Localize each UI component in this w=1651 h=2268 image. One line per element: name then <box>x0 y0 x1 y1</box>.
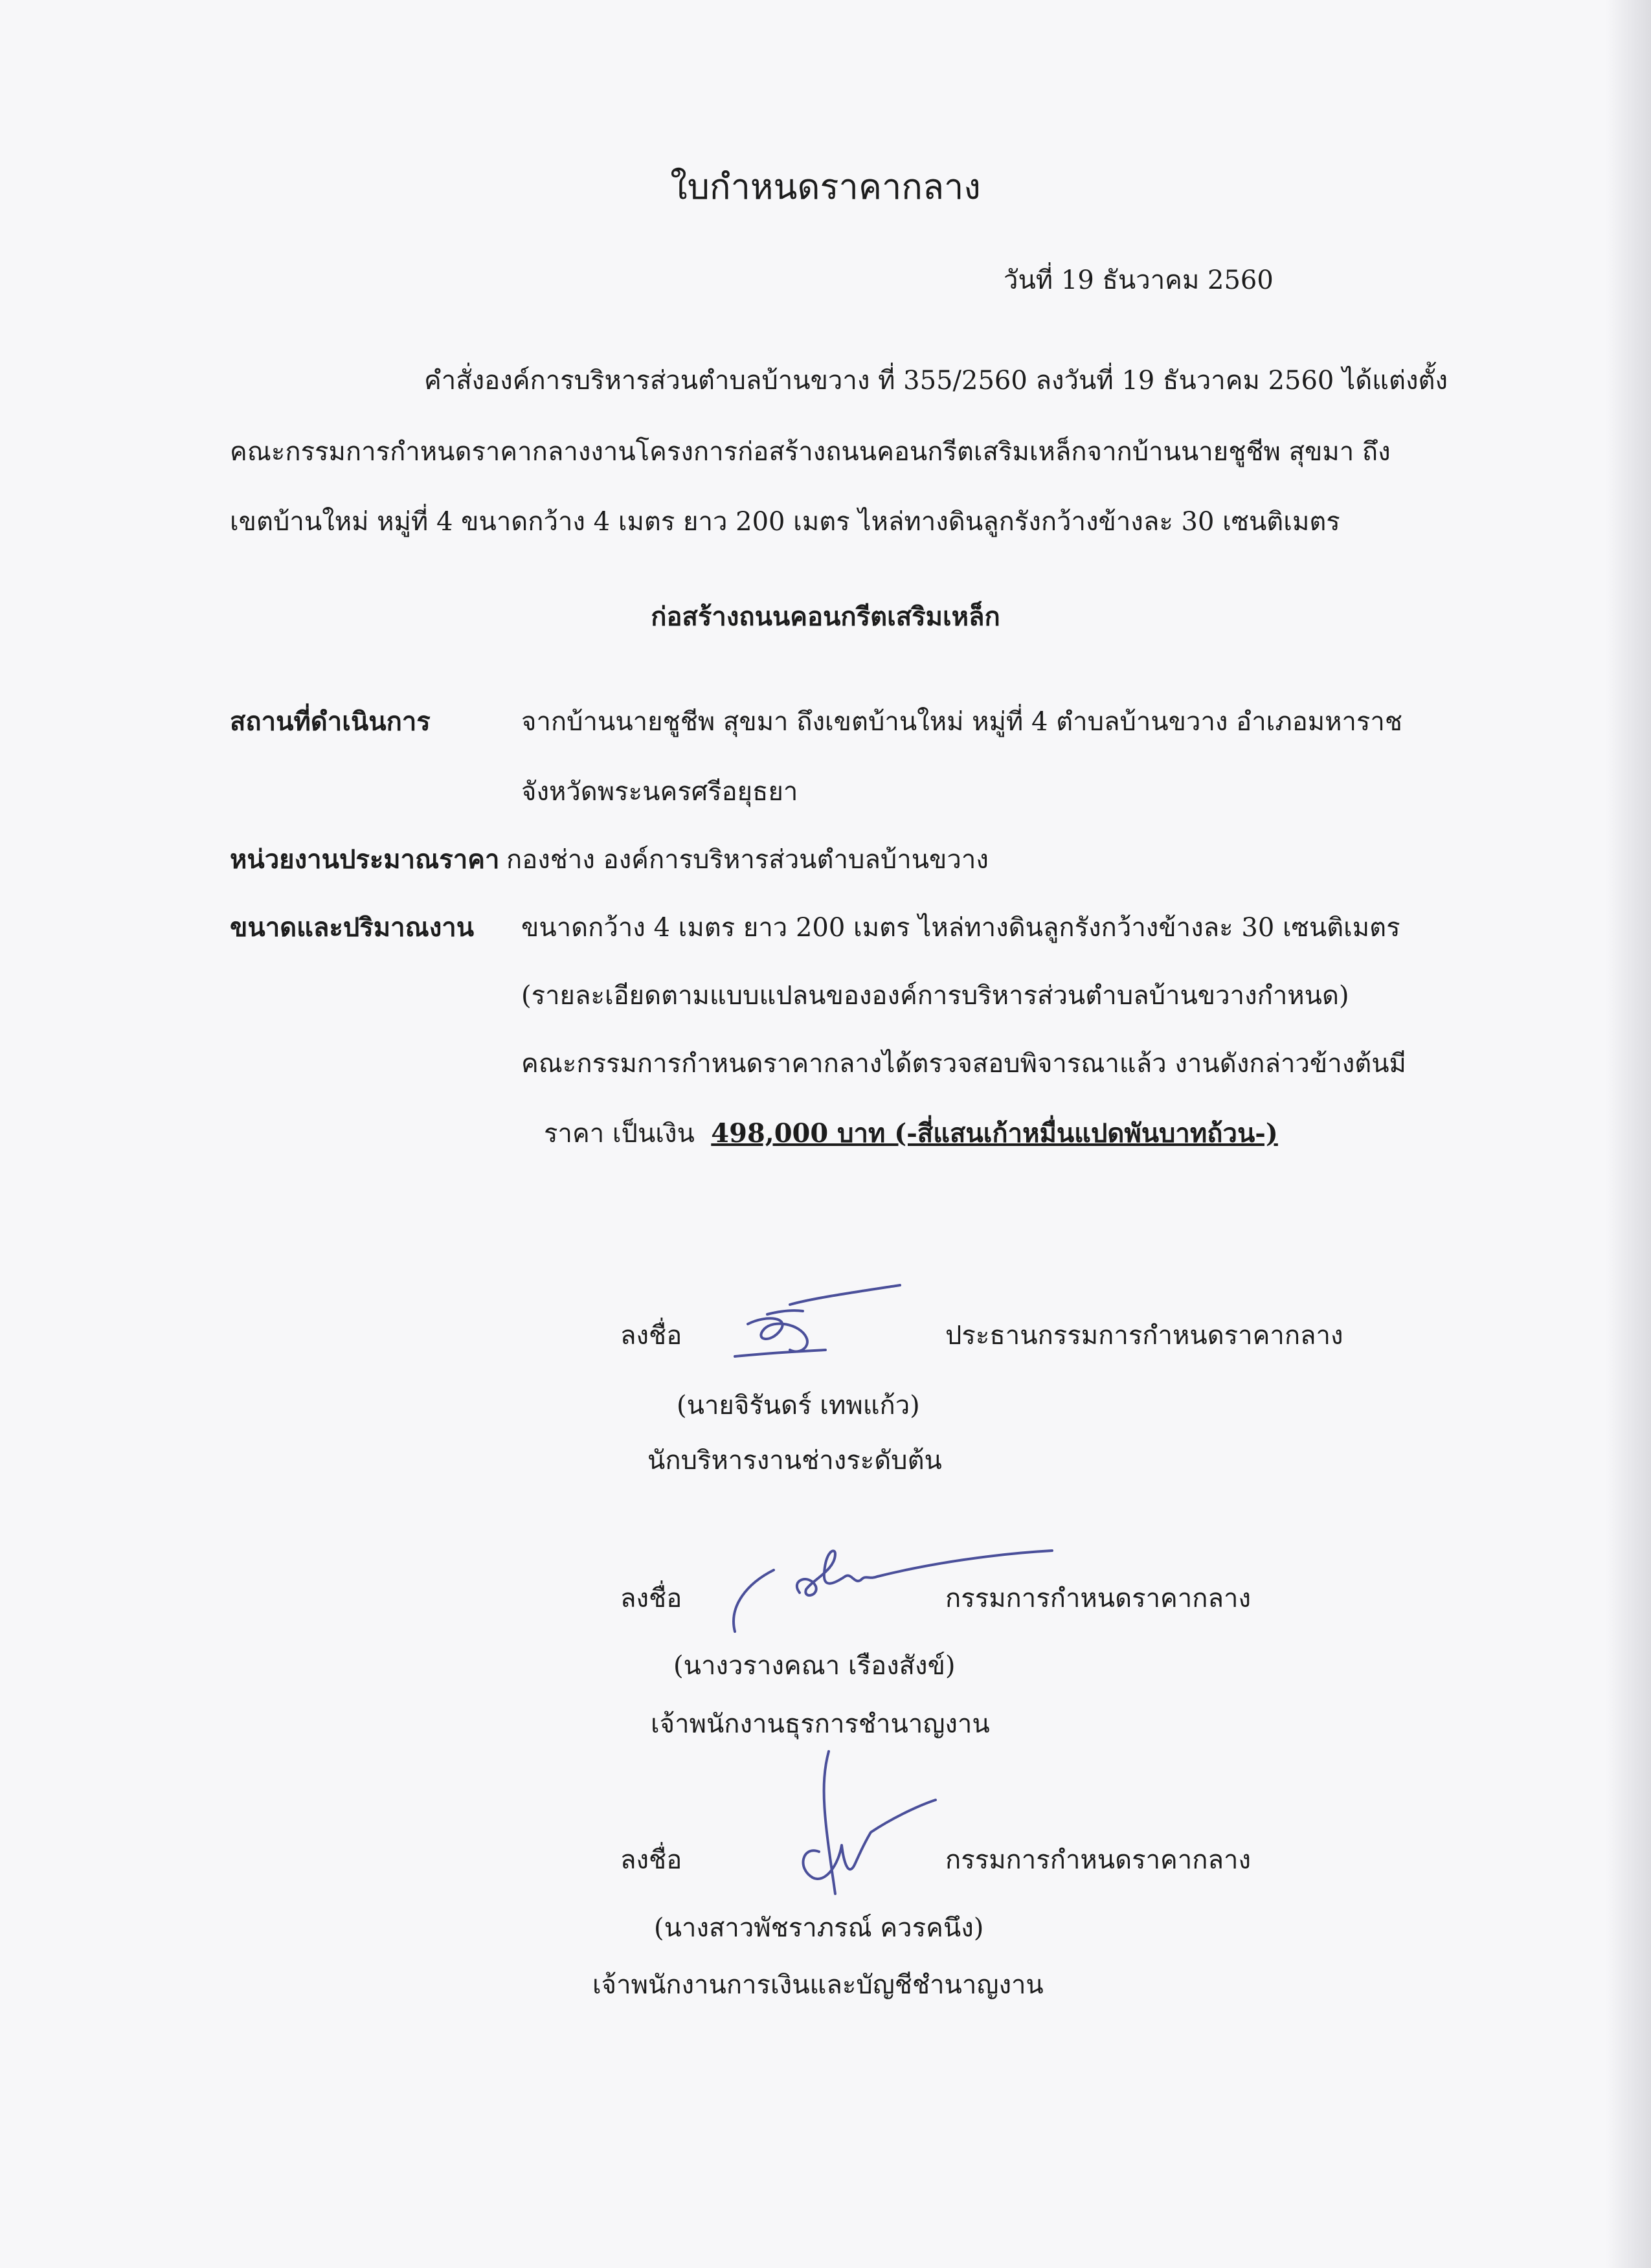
size-line-3: คณะกรรมการกำหนดราคากลางได้ตรวจสอบพิจารณาแล้ว งานดังกล่าวข้างต้นมี <box>521 1049 1406 1079</box>
signer-2-position: เจ้าพนักงานธุรการชำนาญงาน <box>651 1709 990 1739</box>
sign-label-2: ลงชื่อ <box>620 1584 682 1613</box>
price-prefix: ราคา เป็นเงิน <box>544 1119 695 1149</box>
signer-3-position: เจ้าพนักงานการเงินและบัญชีชำนาญงาน <box>592 1970 1044 2000</box>
signature-3 <box>774 1748 942 1903</box>
document-date: วันที่ 19 ธันวาคม 2560 <box>1004 265 1274 295</box>
signer-1-name: (นายจิรันดร์ เทพแก้ว) <box>677 1391 920 1420</box>
sign-label-3: ลงชื่อ <box>620 1845 682 1875</box>
signer-3-name: (นางสาวพัชราภรณ์ ควรคนึง) <box>654 1913 984 1943</box>
location-line-2: จังหวัดพระนครศรีอยุธยา <box>521 777 798 807</box>
signer-2-role: กรรมการกำหนดราคากลาง <box>945 1584 1251 1613</box>
agency-value: กองช่าง องค์การบริหารส่วนตำบลบ้านขวาง <box>506 845 989 875</box>
section-heading: ก่อสร้างถนนคอนกรีตเสริมเหล็ก <box>651 601 1000 632</box>
signer-2-name: (นางวรางคณา เรืองสังข์) <box>673 1651 956 1681</box>
intro-line-3: เขตบ้านใหม่ หมู่ที่ 4 ขนาดกว้าง 4 เมตร ยาว 200 เมตร ไหล่ทางดินลูกรังกว้างข้างละ 30 เซนติเมตร <box>230 507 1340 537</box>
size-label: ขนาดและปริมาณงาน <box>230 912 475 943</box>
price-line <box>544 1112 1278 1154</box>
size-line-2: (รายละเอียดตามแบบแปลนขององค์การบริหารส่วนตำบลบ้านขวางกำหนด) <box>521 981 1349 1011</box>
agency-label: หน่วยงานประมาณราคา <box>230 844 500 875</box>
signer-3-role: กรรมการกำหนดราคากลาง <box>945 1845 1251 1875</box>
price-amount: 498,000 บาท (-สี่แสนเก้าหมื่นแปดพันบาทถ้วน-) <box>711 1118 1278 1149</box>
intro-line-2: คณะกรรมการกำหนดราคากลางงานโครงการก่อสร้างถนนคอนกรีตเสริมเหล็กจากบ้านนายชูชีพ สุขมา ถึง <box>230 437 1391 467</box>
size-line-1: ขนาดกว้าง 4 เมตร ยาว 200 เมตร ไหล่ทางดินลูกรังกว้างข้างละ 30 เซนติเมตร <box>521 913 1400 943</box>
intro-line-1: คำสั่งองค์การบริหารส่วนตำบลบ้านขวาง ที่ 355/2560 ลงวันที่ 19 ธันวาคม 2560 ได้แต่งตั้ง <box>424 366 1448 396</box>
location-line-1: จากบ้านนายชูชีพ สุขมา ถึงเขตบ้านใหม่ หมู่ที่ 4 ตำบลบ้านขวาง อำเภอมหาราช <box>521 707 1403 737</box>
scanned-page-edge <box>1606 0 1651 2268</box>
signer-1-position: นักบริหารงานช่างระดับต้น <box>647 1446 942 1476</box>
document-title: ใบกำหนดราคากลาง <box>670 166 981 207</box>
sign-label-1: ลงชื่อ <box>620 1321 682 1351</box>
signer-1-role: ประธานกรรมการกำหนดราคากลาง <box>945 1321 1343 1351</box>
location-label: สถานที่ดำเนินการ <box>230 706 431 737</box>
signature-1 <box>728 1279 910 1376</box>
